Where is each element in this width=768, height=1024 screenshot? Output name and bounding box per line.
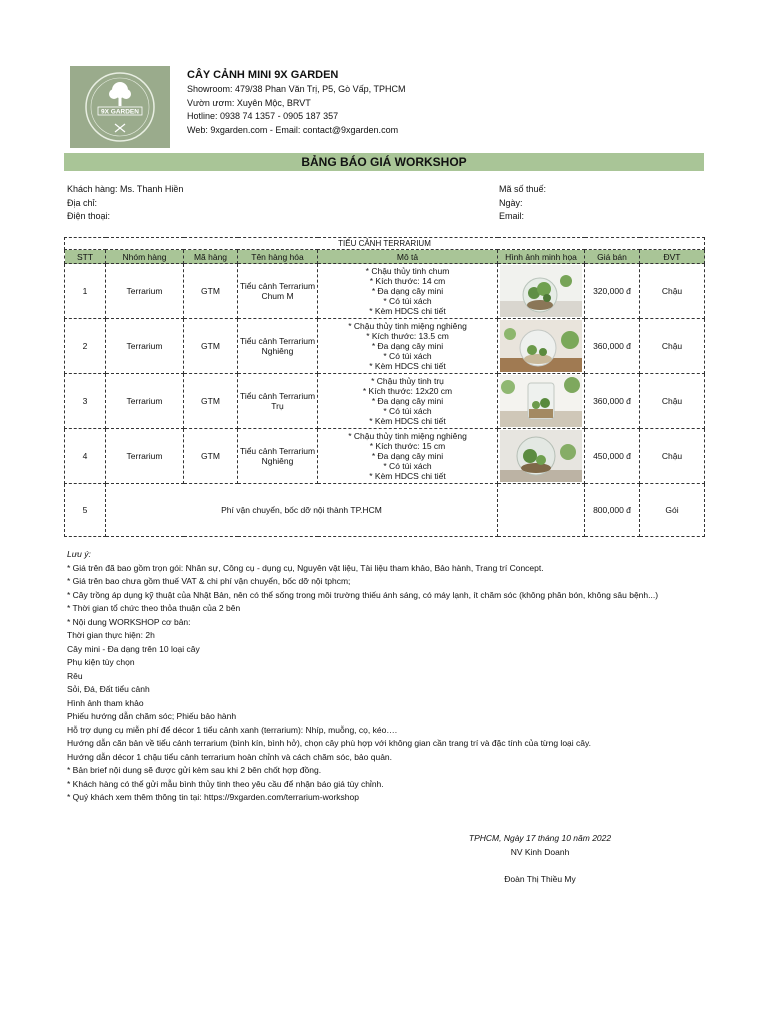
table-row (65, 429, 705, 484)
note-line: Hình ảnh tham khảo (67, 697, 144, 708)
company-info (187, 67, 405, 137)
customer-address: Địa chỉ: (67, 197, 98, 208)
row-description (318, 374, 498, 429)
note-line: Phụ kiện tùy chọn (67, 657, 135, 667)
desc-line: * Đa dạng cây mini (371, 396, 444, 406)
row-unit: Chậu (640, 429, 705, 484)
row-description (318, 429, 498, 484)
desc-line: * Kèm HDCS chi tiết (369, 306, 446, 316)
row-description (318, 264, 498, 319)
terrarium-photo (500, 320, 582, 372)
desc-line: * Kèm HDCS chi tiết (369, 416, 446, 426)
row-price: 360,000 đ (585, 319, 640, 374)
row-group: Terrarium (106, 319, 184, 374)
note-line: * Bản brief nội dung sẽ được gửi kèm sau khi 2 bên chốt hợp đồng. (67, 765, 322, 775)
row-product-name: Tiểu cảnh Terrarium Nghiêng (238, 429, 318, 484)
header-description: Mô tả (318, 250, 498, 264)
desc-line: * Đa dạng cây mini (371, 286, 444, 296)
price-table (64, 237, 705, 537)
row-image (498, 264, 585, 319)
table-row (65, 484, 705, 537)
table-group-title: TIỂU CẢNH TERRARIUM (65, 238, 705, 250)
table-row (65, 319, 705, 374)
notes-title: Lưu ý: (67, 549, 91, 559)
customer-extra-info (499, 183, 546, 224)
row-stt: 2 (65, 319, 106, 374)
row-price: 800,000 đ (585, 484, 640, 537)
row-unit: Chậu (640, 319, 705, 374)
note-line: * Cây trồng áp dụng kỹ thuật của Nhật Bản, nên có thể sống trong môi trường thiếu ánh sáng, có máy lạnh, ít chăm sóc (không phân bón, không sâu bệnh...) (67, 589, 659, 600)
header-group: Nhóm hàng (106, 250, 184, 264)
desc-line: * Kèm HDCS chi tiết (369, 361, 446, 371)
row-product-name: Tiểu cảnh Terrarium Trụ (238, 374, 318, 429)
customer-email: Email: (499, 211, 525, 221)
note-line: * Nội dung WORKSHOP cơ bản: (67, 616, 191, 627)
note-line: * Khách hàng có thể gửi mẫu bình thủy tinh theo yêu cầu để nhận báo giá tùy chỉnh. (67, 778, 384, 789)
row-price: 450,000 đ (585, 429, 640, 484)
desc-line: * Chậu thủy tinh miệng nghiêng (348, 321, 467, 331)
desc-line: * Có túi xách (383, 296, 432, 306)
row-unit: Chậu (640, 264, 705, 319)
note-line: Cây mini - Đa dạng trên 10 loại cây (67, 643, 200, 654)
row-product-name: Tiểu cảnh Terrarium Nghiêng (238, 319, 318, 374)
row-group: Terrarium (106, 374, 184, 429)
row-image (498, 374, 585, 429)
note-line: * Thời gian tổ chức theo thỏa thuận của 2 bên (67, 603, 241, 613)
row-image (498, 319, 585, 374)
row-unit: Chậu (640, 374, 705, 429)
company-showroom: Showroom: 479/38 Phan Văn Trị, P5, Gò Vấp, TPHCM (187, 84, 406, 94)
note-line: Hỗ trợ dụng cụ miễn phí để décor 1 tiểu cảnh xanh (terrarium): Nhíp, muỗng, cọ, kéo…. (67, 724, 398, 735)
notes-section (67, 548, 658, 805)
company-name: CÂY CẢNH MINI 9X GARDEN (187, 69, 339, 81)
row-group: Terrarium (106, 429, 184, 484)
row-stt: 4 (65, 429, 106, 484)
row-stt: 1 (65, 264, 106, 319)
row-description (318, 319, 498, 374)
desc-line: * Chậu thủy tinh trụ (371, 376, 444, 386)
terrarium-photo (500, 265, 582, 317)
note-line: Thời gian thực hiện: 2h (67, 630, 155, 640)
note-line: Rêu (67, 670, 83, 681)
row-product-name: Tiểu cảnh Terrarium Chum M (238, 264, 318, 319)
table-row (65, 264, 705, 319)
note-line: Sỏi, Đá, Đất tiểu cảnh (67, 684, 150, 694)
row-code: GTM (184, 264, 238, 319)
desc-line: * Kích thước: 13.5 cm (366, 331, 449, 341)
row-price: 320,000 đ (585, 264, 640, 319)
header-image: Hình ảnh minh họa (498, 250, 585, 264)
note-line: * Giá trên bao chưa gồm thuế VAT & chi phí vận chuyển, bốc dỡ nội tphcm; (67, 576, 351, 586)
signature-place-date: TPHCM, Ngày 17 tháng 10 năm 2022 (468, 833, 612, 843)
company-web: Web: 9xgarden.com - Email: contact@9xgarden.com (187, 124, 399, 135)
desc-line: * Chậu thủy tinh miệng nghiêng (348, 431, 467, 441)
desc-line: * Có túi xách (383, 461, 432, 471)
fee-label: Phí vận chuyển, bốc dỡ nội thành TP.HCM (106, 484, 498, 537)
note-line: Hướng dẫn căn bản về tiểu cảnh terrarium (bình kín, bình hở), chọn cây phù hợp với không gian cần trang trí và đặc tính của từng loại cây. (67, 738, 591, 748)
document-title: BẢNG BÁO GIÁ WORKSHOP (64, 153, 704, 171)
signature-name: Đoàn Thị Thiều My (504, 873, 576, 884)
signature-role: NV Kinh Doanh (510, 846, 570, 857)
row-code: GTM (184, 319, 238, 374)
desc-line: * Đa dạng cây mini (371, 451, 444, 461)
header-code: Mã hàng (184, 250, 238, 264)
row-code: GTM (184, 374, 238, 429)
terrarium-photo (500, 430, 582, 482)
note-line: * Quý khách xem thêm thông tin tại: https://9xgarden.com/terrarium-workshop (67, 792, 359, 802)
row-image (498, 484, 585, 537)
row-image (498, 429, 585, 484)
company-garden: Vườn ươm: Xuyên Mộc, BRVT (187, 97, 311, 108)
header-stt: STT (65, 250, 106, 264)
note-line: Hướng dẫn décor 1 chậu tiểu cảnh terrarium hoàn chỉnh và cách chăm sóc, bảo quản. (67, 751, 393, 762)
row-group: Terrarium (106, 264, 184, 319)
logo-text: 9X GARDEN (101, 108, 139, 116)
table-row (65, 374, 705, 429)
row-price: 360,000 đ (585, 374, 640, 429)
row-stt: 5 (65, 484, 106, 537)
desc-line: * Kích thước: 12x20 cm (362, 386, 453, 396)
desc-line: * Kích thước: 14 cm (369, 276, 446, 286)
row-code: GTM (184, 429, 238, 484)
note-line: * Giá trên đã bao gồm trọn gói: Nhân sự, Công cụ - dụng cụ, Nguyên vật liệu, Tài liệu tham khảo, Bảo hành, Trang trí Concept. (67, 562, 544, 573)
note-line: Phiếu hướng dẫn chăm sóc; Phiếu bảo hành (67, 711, 237, 721)
row-stt: 3 (65, 374, 106, 429)
customer-name: Khách hàng: Ms. Thanh Hiền (67, 184, 184, 194)
header-unit: ĐVT (640, 250, 705, 264)
header-price: Giá bán (585, 250, 640, 264)
terrarium-photo (500, 375, 582, 427)
customer-phone: Điện thoại: (67, 211, 111, 221)
desc-line: * Kích thước: 15 cm (369, 441, 446, 451)
desc-line: * Đa dạng cây mini (371, 341, 444, 351)
desc-line: * Có túi xách (383, 351, 432, 361)
customer-info (67, 183, 183, 224)
company-hotline: Hotline: 0938 74 1357 - 0905 187 357 (187, 111, 339, 122)
customer-date: Ngày: (499, 197, 523, 208)
header-product-name: Tên hàng hóa (238, 250, 318, 264)
desc-line: * Có túi xách (383, 406, 432, 416)
desc-line: * Chậu thủy tinh chum (365, 266, 450, 276)
company-logo (70, 66, 170, 148)
signature-block (440, 832, 640, 886)
row-unit: Gói (640, 484, 705, 537)
desc-line: * Kèm HDCS chi tiết (369, 471, 446, 481)
customer-tax-code: Mã số thuế: (499, 184, 547, 194)
